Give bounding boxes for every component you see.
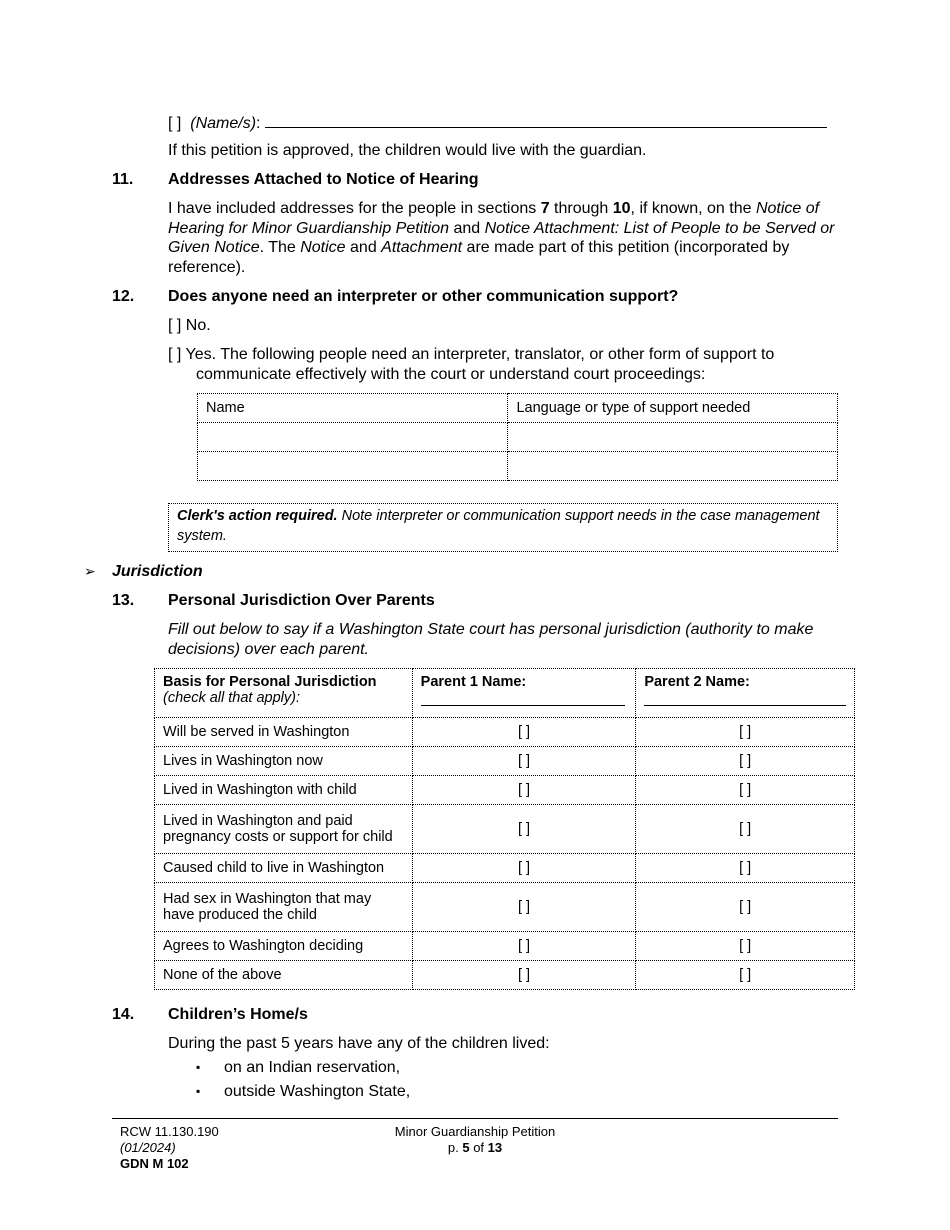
section-14-heading: Children’s Home/s	[168, 1006, 308, 1023]
parent-1-checkbox[interactable]: [ ]	[412, 805, 636, 854]
page-number: p. 5 of 13	[447, 1140, 503, 1155]
language-cell[interactable]	[508, 452, 838, 481]
section-13-number: 13.	[112, 592, 135, 609]
jurisdiction-table	[154, 668, 855, 990]
name-cell[interactable]	[198, 423, 508, 452]
option-yes[interactable]: [ ] Yes. The following people need an interpreter, translator, or other form of support to communicate effectively with the court or understand court proceedings:	[168, 346, 775, 383]
section-14-intro: During the past 5 years have any of the children lived:	[168, 1035, 550, 1052]
jurisdiction-heading: Jurisdiction	[112, 563, 203, 580]
section-13-instructions: Fill out below to say if a Washington State court has personal jurisdiction (authority to make decisions) over each parent.	[168, 621, 814, 658]
list-item: on an Indian reservation,	[224, 1059, 401, 1076]
parent-1-checkbox[interactable]: [ ]	[412, 932, 636, 961]
column-header-basis: Basis for Personal Jurisdiction (check all that apply):	[155, 669, 413, 718]
section-14-number: 14.	[112, 1006, 135, 1023]
table-row: Caused child to live in Washington [ ] [ ]	[155, 854, 855, 883]
section-11-heading: Addresses Attached to Notice of Hearing	[168, 171, 479, 188]
option-no[interactable]: [ ] No.	[168, 317, 211, 334]
column-header-name: Name	[198, 394, 508, 423]
parent-2-checkbox[interactable]: [ ]	[636, 776, 855, 805]
parent-2-checkbox[interactable]: [ ]	[636, 932, 855, 961]
column-header-parent-2: Parent 2 Name:	[636, 669, 855, 718]
footer-date: (01/2024)	[120, 1140, 176, 1155]
list-item: outside Washington State,	[224, 1083, 411, 1100]
section-11-number: 11.	[112, 171, 134, 188]
column-header-language: Language or type of support needed	[508, 394, 838, 423]
clerk-note: Clerk's action required. Note interpreter or communication support needs in the case management system.	[168, 503, 838, 552]
parent-1-checkbox[interactable]: [ ]	[412, 776, 636, 805]
checkbox[interactable]: [ ]	[168, 115, 182, 132]
section-12-heading: Does anyone need an interpreter or other communication support?	[168, 288, 679, 305]
footer-form-number: GDN M 102	[120, 1156, 189, 1171]
section-13-heading: Personal Jurisdiction Over Parents	[168, 592, 435, 609]
table-row: Will be served in Washington [ ] [ ]	[155, 718, 855, 747]
arrow-bullet-icon: ➢	[84, 563, 96, 579]
interpreter-table	[197, 393, 838, 481]
square-bullet-icon: ▪	[196, 1060, 201, 1074]
square-bullet-icon: ▪	[196, 1084, 201, 1098]
other-names-line: [ ] (Name/s):	[168, 112, 840, 134]
table-row: Had sex in Washington that may have produced the child [ ] [ ]	[155, 883, 855, 932]
footer-rule	[112, 1118, 838, 1119]
parent-2-checkbox[interactable]: [ ]	[636, 805, 855, 854]
parent-2-name-field[interactable]	[644, 690, 846, 706]
section-12-number: 12.	[112, 288, 135, 305]
parent-2-checkbox[interactable]: [ ]	[636, 854, 855, 883]
name-blank[interactable]	[265, 112, 827, 128]
column-header-parent-1: Parent 1 Name:	[412, 669, 636, 718]
parent-1-checkbox[interactable]: [ ]	[412, 854, 636, 883]
parent-2-checkbox[interactable]: [ ]	[636, 747, 855, 776]
footer-center	[360, 1124, 590, 1156]
parent-2-checkbox[interactable]: [ ]	[636, 961, 855, 990]
footer-rcw: RCW 11.130.190	[120, 1124, 219, 1139]
footer-left	[120, 1124, 219, 1172]
table-row: Agrees to Washington deciding [ ] [ ]	[155, 932, 855, 961]
parent-1-name-field[interactable]	[421, 690, 626, 706]
parent-2-checkbox[interactable]: [ ]	[636, 718, 855, 747]
table-row: Lives in Washington now [ ] [ ]	[155, 747, 855, 776]
name-label: (Name/s)	[190, 115, 257, 132]
parent-1-checkbox[interactable]: [ ]	[412, 718, 636, 747]
section-11-body: I have included addresses for the people in sections 7 through 10, if known, on the Notice of Hearing for Minor Guardianship Petition and Notice Attachment: List of People to be Served or Given Notice. The Notice and Attachment are made part of this petition (incorporated by reference).	[168, 200, 835, 276]
table-row: Lived in Washington and paid pregnancy costs or support for child [ ] [ ]	[155, 805, 855, 854]
parent-1-checkbox[interactable]: [ ]	[412, 883, 636, 932]
parent-1-checkbox[interactable]: [ ]	[412, 747, 636, 776]
parent-2-checkbox[interactable]: [ ]	[636, 883, 855, 932]
parent-1-checkbox[interactable]: [ ]	[412, 961, 636, 990]
language-cell[interactable]	[508, 423, 838, 452]
table-row: None of the above [ ] [ ]	[155, 961, 855, 990]
name-cell[interactable]	[198, 452, 508, 481]
footer-title: Minor Guardianship Petition	[394, 1124, 556, 1139]
table-row: Lived in Washington with child [ ] [ ]	[155, 776, 855, 805]
approved-text: If this petition is approved, the children would live with the guardian.	[168, 142, 647, 159]
